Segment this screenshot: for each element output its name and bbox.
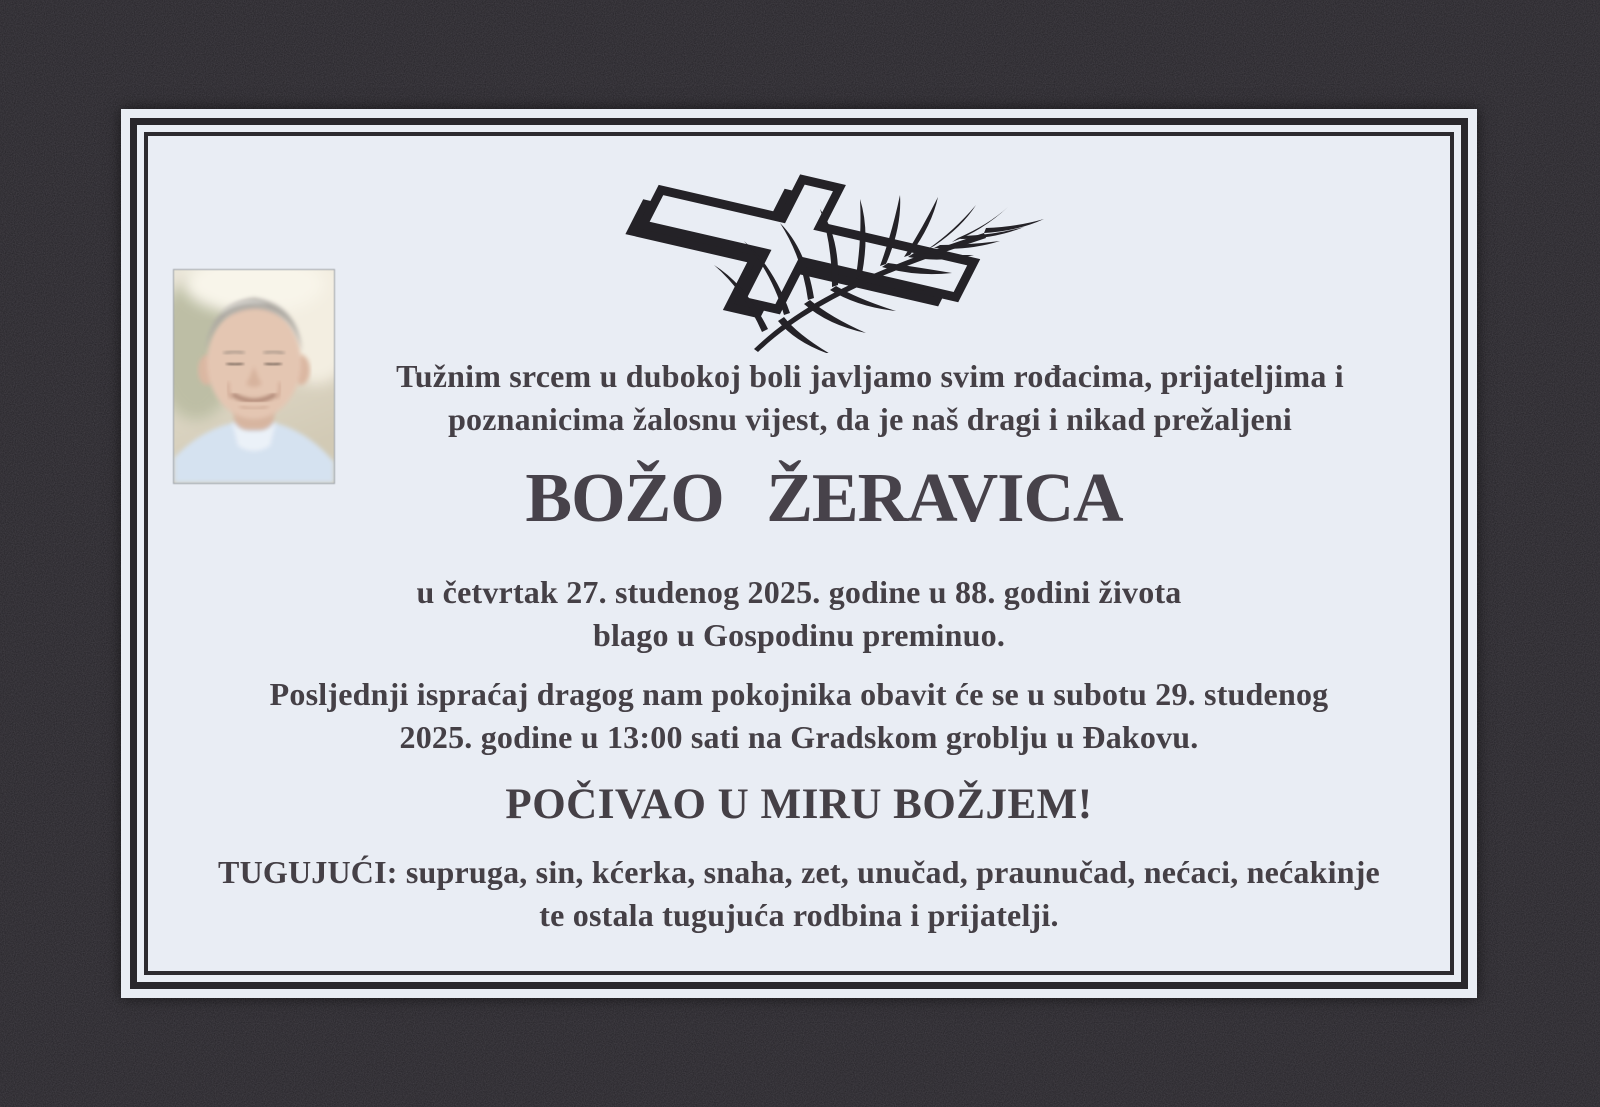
funeral-info [121,673,1477,759]
mourners-line-1: TUGUJUĆI: supruga, sin, kćerka, snaha, zet, unučad, praunučad, nećaci, nećakinje [218,854,1380,890]
funeral-info-line-1: Posljednji ispraćaj dragog nam pokojnika obavit će se u subotu 29. studenog [269,676,1329,712]
obituary-card [121,109,1477,998]
cross-with-palm-branch-icon [616,173,1056,353]
death-info [121,571,1477,657]
intro-text [333,355,1407,441]
mourners-text [121,851,1477,937]
funeral-info-line-2: 2025. godine u 13:00 sati na Gradskom groblju u Đakovu. [399,719,1199,755]
death-info-line-1: u četvrtak 27. studenog 2025. godine u 88. godini života [416,574,1182,610]
mourners-line-2: te ostala tugujuća rodbina i prijatelji. [539,897,1059,933]
intro-line-2: poznanicima žalosnu vijest, da je naš dragi i nikad prežaljeni [448,401,1292,437]
rest-in-peace-text: POČIVAO U MIRU BOŽJEM! [505,781,1093,828]
deceased-name: BOŽO ŽERAVICA [525,460,1123,537]
death-info-line-2: blago u Gospodinu preminuo. [592,617,1006,653]
intro-line-1: Tužnim srcem u dubokoj boli javljamo svim rođacima, prijateljima i [396,358,1344,394]
deceased-photo [173,269,335,484]
